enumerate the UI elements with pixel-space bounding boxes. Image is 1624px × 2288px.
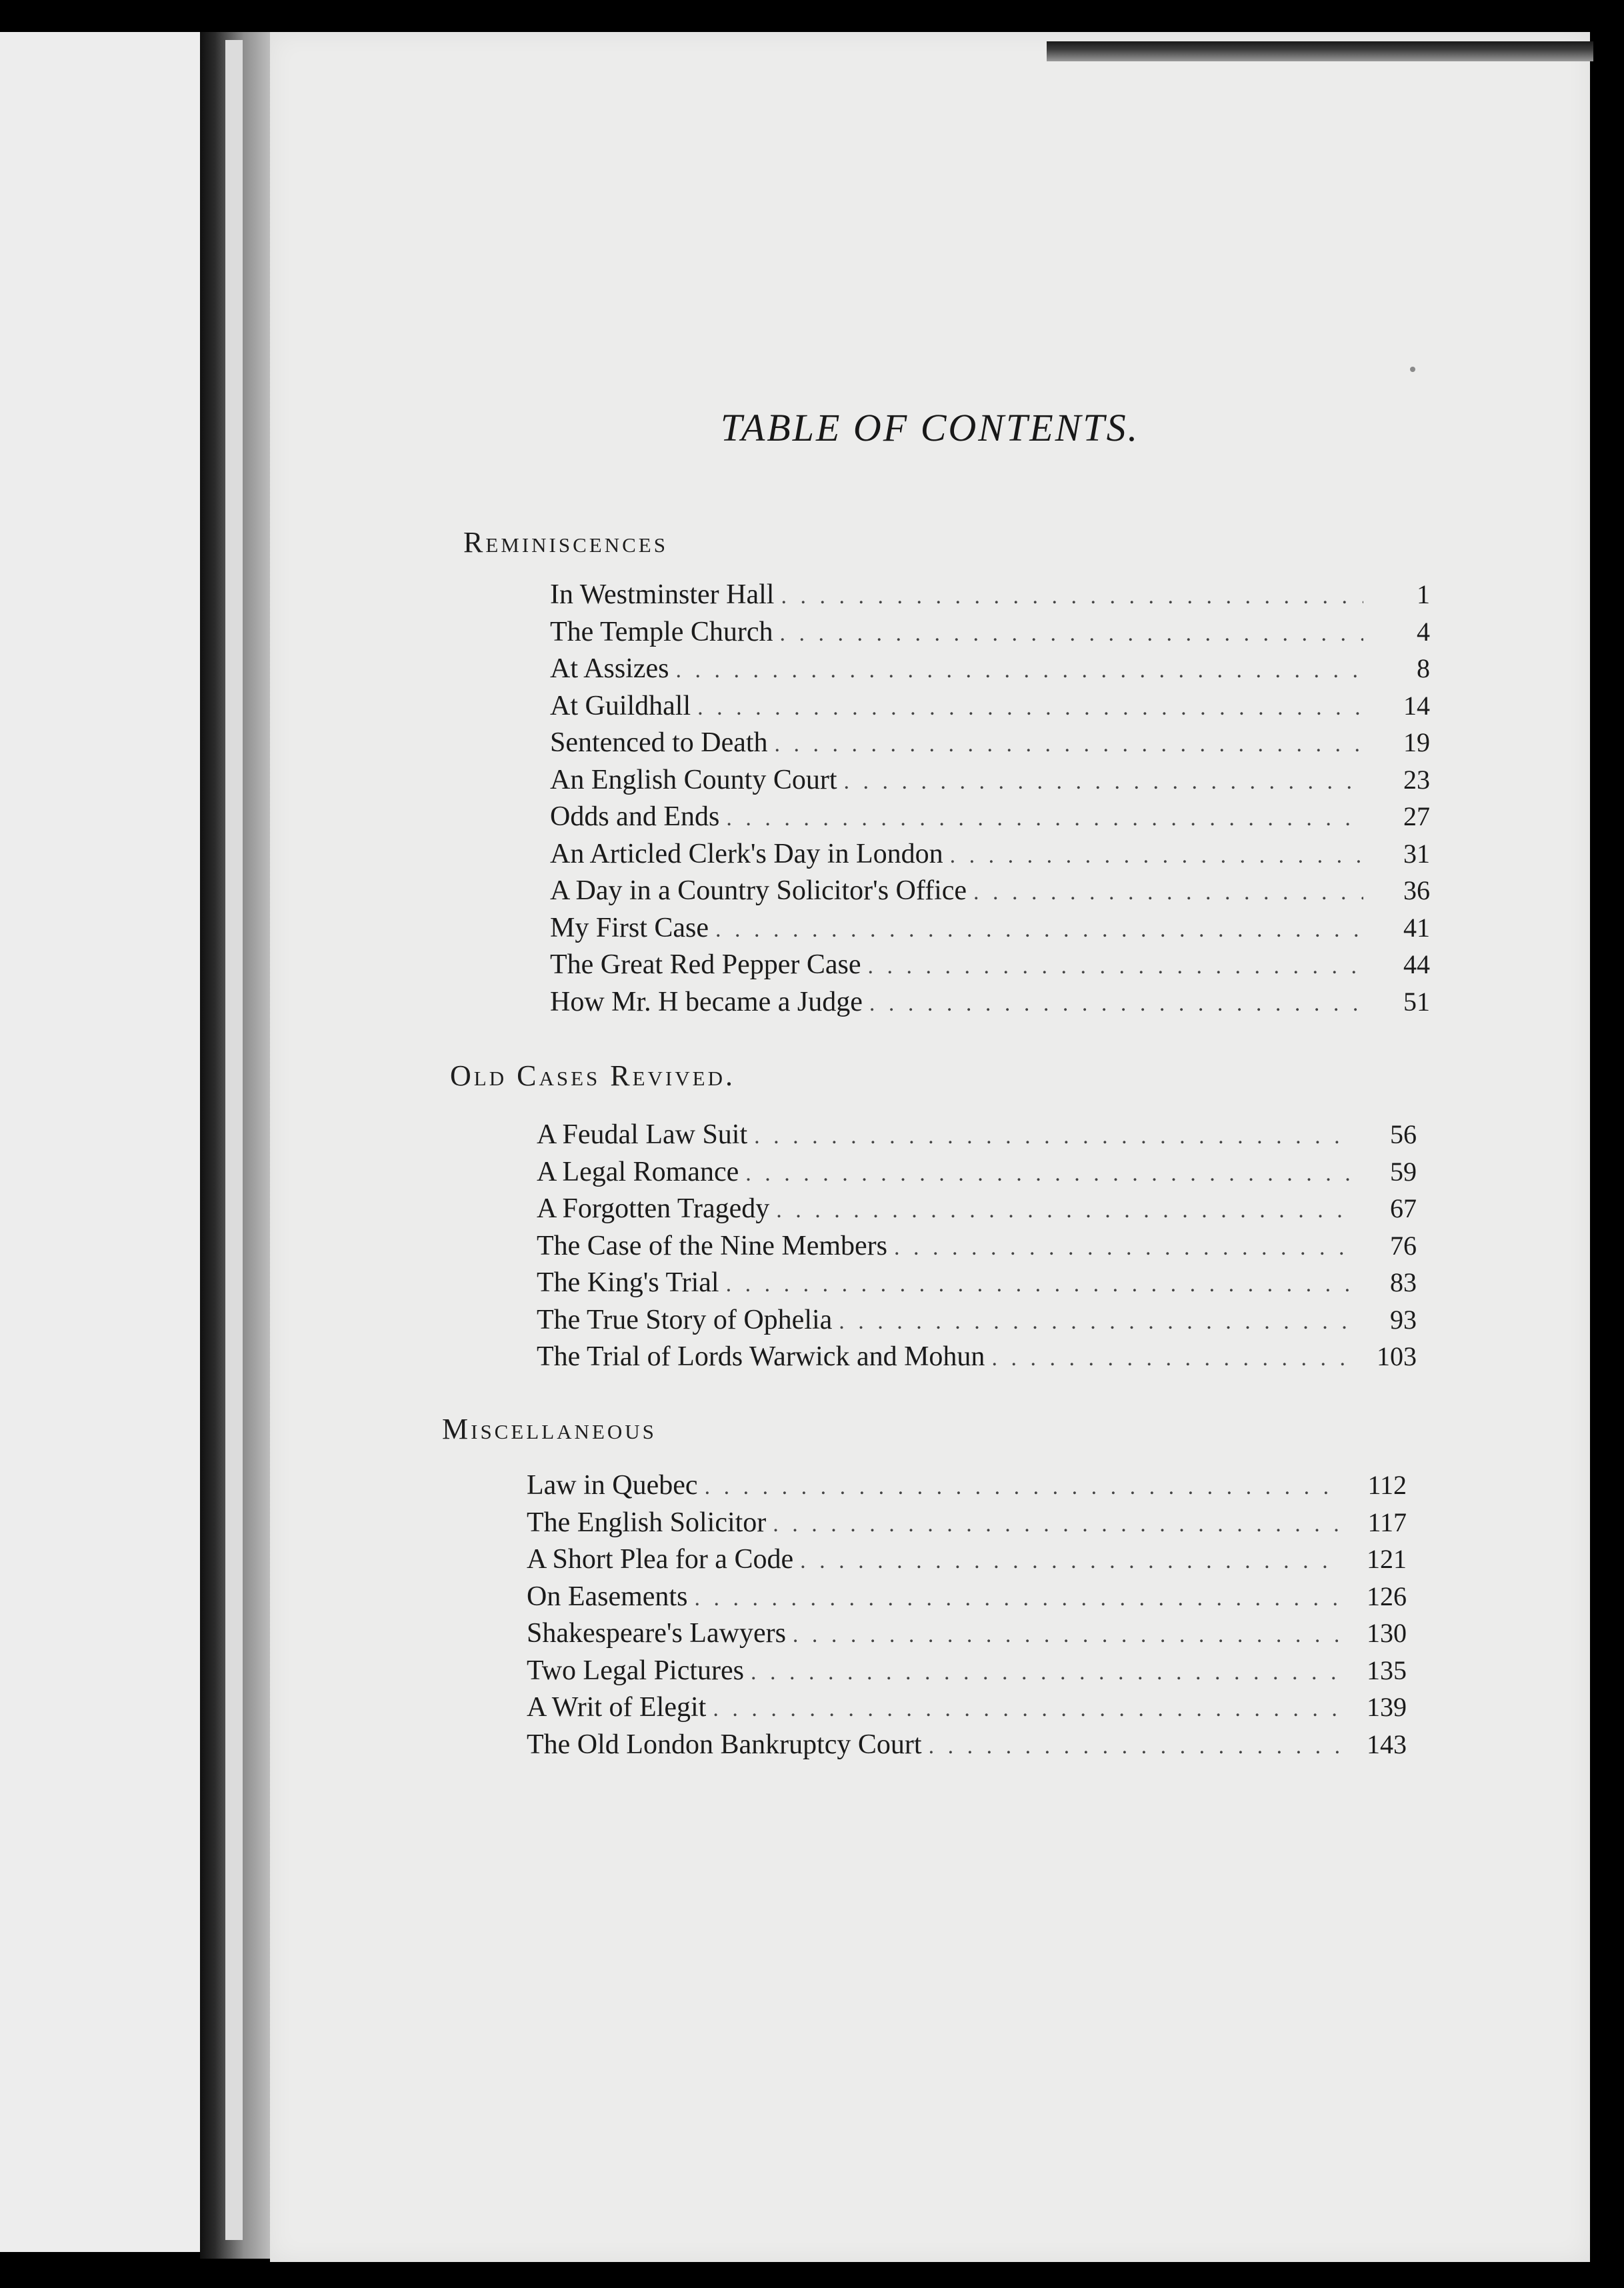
toc-entry[interactable]	[527, 1541, 1407, 1578]
toc-entry[interactable]	[550, 835, 1430, 873]
page-title: TABLE OF CONTENTS.	[720, 406, 1140, 449]
toc-entry-page: 139	[1367, 1692, 1407, 1722]
dot-leader	[773, 1506, 1340, 1543]
toc-entry-page: 143	[1367, 1729, 1407, 1759]
toc-entry-title: A Writ of Elegit	[527, 1692, 707, 1723]
toc-entry-page: 14	[1403, 690, 1430, 721]
toc-entry[interactable]	[537, 1301, 1417, 1339]
contents-page	[270, 32, 1590, 2262]
dot-leader	[800, 1543, 1340, 1579]
toc-entry[interactable]	[527, 1726, 1407, 1763]
toc-entry-page: 135	[1367, 1655, 1407, 1685]
toc-entry-page: 56	[1390, 1119, 1417, 1149]
dot-leader	[705, 1469, 1340, 1505]
dot-leader	[844, 763, 1363, 800]
toc-entry[interactable]	[537, 1116, 1417, 1153]
toc-entry-page: 59	[1390, 1156, 1417, 1187]
toc-entry-title: Shakespeare's Lawyers	[527, 1618, 786, 1649]
toc-entry-page: 67	[1390, 1193, 1417, 1223]
facing-page	[0, 32, 200, 2252]
dot-leader	[894, 1229, 1350, 1266]
toc-entry-page: 112	[1367, 1470, 1407, 1500]
toc-entry[interactable]	[527, 1615, 1407, 1652]
toc-entry-page: 4	[1417, 616, 1430, 647]
dot-leader	[869, 985, 1363, 1022]
toc-entry-title: The English Solicitor	[527, 1507, 767, 1538]
dot-leader	[793, 1617, 1340, 1653]
dot-leader	[780, 615, 1363, 652]
toc-entry-title: At Guildhall	[550, 690, 691, 721]
toc-entry-title: Two Legal Pictures	[527, 1655, 744, 1686]
toc-section-old-cases-revived	[537, 1116, 1417, 1375]
toc-entry-page: 36	[1403, 875, 1430, 905]
toc-entry[interactable]	[527, 1467, 1407, 1504]
dot-leader	[754, 1118, 1350, 1155]
toc-entry-page: 93	[1390, 1304, 1417, 1335]
dot-leader	[745, 1155, 1350, 1192]
toc-entry-title: The King's Trial	[537, 1267, 719, 1298]
dot-leader	[694, 1580, 1340, 1617]
toc-entry-title: In Westminster Hall	[550, 579, 775, 610]
gutter-edge	[225, 40, 243, 2240]
toc-entry-title: The Case of the Nine Members	[537, 1230, 888, 1261]
section-heading-old-cases-revived: Old Cases Revived.	[450, 1059, 735, 1092]
toc-entry[interactable]	[527, 1504, 1407, 1541]
dot-leader	[775, 726, 1363, 763]
toc-entry-title: The True Story of Ophelia	[537, 1304, 833, 1335]
toc-entry-page: 41	[1403, 912, 1430, 943]
toc-entry[interactable]	[550, 576, 1430, 613]
page-top-edge	[1047, 41, 1593, 61]
toc-section-reminiscences	[550, 576, 1430, 1020]
toc-entry-title: Law in Quebec	[527, 1470, 698, 1501]
toc-entry[interactable]	[550, 687, 1430, 725]
toc-entry-title: The Temple Church	[550, 616, 773, 647]
toc-entry[interactable]	[527, 1652, 1407, 1689]
toc-entry-page: 44	[1403, 949, 1430, 979]
toc-entry-page: 1	[1417, 579, 1430, 609]
dot-leader	[973, 874, 1363, 911]
toc-entry[interactable]	[550, 909, 1430, 947]
toc-entry-title: Odds and Ends	[550, 801, 720, 832]
toc-entry-page: 83	[1390, 1267, 1417, 1297]
toc-entry[interactable]	[550, 983, 1430, 1021]
dot-leader	[950, 837, 1363, 874]
toc-entry-title: How Mr. H became a Judge	[550, 986, 863, 1017]
toc-entry-title: The Trial of Lords Warwick and Mohun	[537, 1341, 985, 1372]
toc-entry-title: A Day in a Country Solicitor's Office	[550, 875, 967, 906]
toc-entry-title: At Assizes	[550, 653, 669, 684]
toc-entry[interactable]	[550, 613, 1430, 651]
section-heading-miscellaneous: Miscellaneous	[442, 1413, 657, 1445]
dot-leader	[697, 689, 1363, 726]
dot-leader	[726, 800, 1363, 837]
toc-entry-page: 23	[1403, 764, 1430, 795]
toc-entry-title: The Old London Bankruptcy Court	[527, 1729, 922, 1760]
toc-entry[interactable]	[550, 650, 1430, 687]
toc-entry[interactable]	[527, 1578, 1407, 1615]
toc-entry[interactable]	[537, 1190, 1417, 1227]
dot-leader	[751, 1654, 1340, 1691]
toc-entry[interactable]	[550, 798, 1430, 835]
dot-leader	[713, 1691, 1340, 1727]
toc-entry-title: A Legal Romance	[537, 1156, 739, 1187]
dot-leader	[868, 948, 1364, 985]
toc-entry-title: A Feudal Law Suit	[537, 1119, 748, 1150]
toc-entry-title: Sentenced to Death	[550, 727, 768, 758]
dot-leader	[726, 1266, 1350, 1303]
toc-entry[interactable]	[550, 872, 1430, 909]
toc-entry-page: 19	[1403, 727, 1430, 757]
toc-entry-title: An Articled Clerk's Day in London	[550, 838, 943, 869]
toc-entry-title: A Short Plea for a Code	[527, 1544, 794, 1575]
toc-entry-title: My First Case	[550, 912, 709, 943]
dot-leader	[839, 1303, 1350, 1340]
toc-entry[interactable]	[537, 1153, 1417, 1191]
dot-leader	[776, 1192, 1350, 1229]
toc-entry-title: An English County Court	[550, 764, 837, 795]
toc-entry-page: 103	[1377, 1341, 1417, 1371]
toc-entry-title: On Easements	[527, 1581, 688, 1612]
dot-leader	[929, 1728, 1340, 1765]
toc-entry-page: 31	[1403, 838, 1430, 869]
toc-entry-title: The Great Red Pepper Case	[550, 949, 861, 980]
toc-entry[interactable]	[550, 761, 1430, 799]
toc-entry-page: 117	[1367, 1507, 1407, 1537]
page-speck	[1410, 367, 1415, 372]
toc-entry-page: 76	[1390, 1230, 1417, 1261]
dot-leader	[715, 911, 1363, 948]
dot-leader	[781, 578, 1363, 615]
toc-entry[interactable]	[537, 1338, 1417, 1375]
toc-entry[interactable]	[527, 1689, 1407, 1726]
toc-entry-page: 126	[1367, 1581, 1407, 1611]
section-heading-reminiscences: Reminiscences	[463, 526, 668, 559]
toc-entry-page: 130	[1367, 1618, 1407, 1648]
toc-entry-page: 8	[1417, 653, 1430, 683]
toc-entry[interactable]	[550, 946, 1430, 983]
toc-entry[interactable]	[537, 1227, 1417, 1265]
dot-leader	[676, 652, 1364, 689]
toc-entry-title: A Forgotten Tragedy	[537, 1193, 770, 1224]
toc-entry[interactable]	[537, 1264, 1417, 1301]
toc-section-miscellaneous	[527, 1467, 1407, 1763]
toc-entry-page: 121	[1367, 1544, 1407, 1574]
toc-entry-page: 27	[1403, 801, 1430, 831]
toc-entry[interactable]	[550, 724, 1430, 761]
dot-leader	[991, 1340, 1350, 1377]
toc-entry-page: 51	[1403, 986, 1430, 1017]
